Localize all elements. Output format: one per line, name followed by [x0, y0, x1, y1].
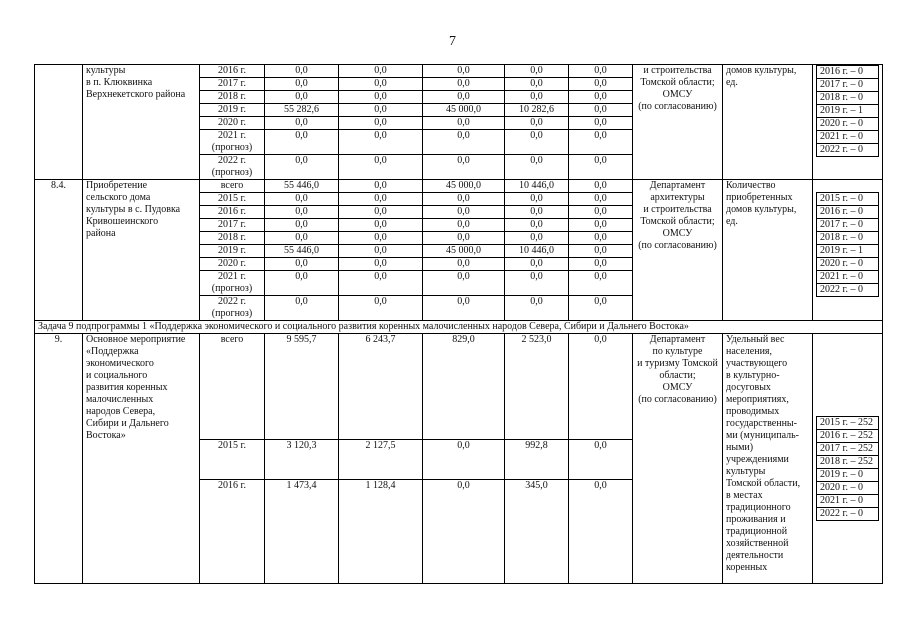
amount-cell: 10 446,0 [505, 180, 569, 193]
amount-cell: 0,0 [339, 219, 423, 232]
page-number: 7 [449, 34, 456, 49]
amount-cell: 0,0 [569, 193, 633, 206]
amount-cell: 0,0 [505, 130, 569, 155]
amount-cell: 0,0 [423, 65, 505, 78]
amount-cell: 0,0 [505, 296, 569, 321]
target-value: 2021 г. – 0 [817, 131, 879, 144]
amount-cell: 2 127,5 [339, 440, 423, 480]
amount-cell: 829,0 [423, 334, 505, 440]
target-value: 2017 г. – 252 [817, 443, 879, 456]
target-value: 2020 г. – 0 [817, 258, 879, 271]
target-value: 2019 г. – 1 [817, 245, 879, 258]
period-cell: 2017 г. [200, 219, 265, 232]
period-cell: 2021 г. (прогноз) [200, 130, 265, 155]
amount-cell: 0,0 [265, 232, 339, 245]
amount-cell: 3 120,3 [265, 440, 339, 480]
amount-cell: 0,0 [339, 258, 423, 271]
indicator-cell: Удельный вес населения, участвующего в культурно- досуговых мероприятиях, проводимых государственны- ми (муниципаль- ными) учреждениями культуры Томской области, в местах традиционного проживания и традиционной хозяйственной деятельности коренных [723, 334, 813, 584]
amount-cell: 0,0 [423, 193, 505, 206]
amount-cell: 0,0 [265, 219, 339, 232]
period-cell: 2016 г. [200, 206, 265, 219]
amount-cell: 0,0 [339, 155, 423, 180]
executor-cell: Департамент архитектуры и строительства Томской области; ОМСУ (по согласованию) [633, 180, 723, 321]
amount-cell: 0,0 [339, 78, 423, 91]
amount-cell: 0,0 [505, 232, 569, 245]
executor-cell: Департамент по культуре и туризму Томской области; ОМСУ (по согласованию) [633, 334, 723, 584]
table-row [35, 334, 883, 440]
amount-cell: 0,0 [265, 65, 339, 78]
amount-cell: 0,0 [339, 104, 423, 117]
measure-name: Основное мероприятие «Поддержка экономического и социального развития коренных малочисленных народов Севера, Сибири и Дальнего Востока» [83, 334, 200, 584]
amount-cell: 0,0 [339, 117, 423, 130]
amount-cell: 0,0 [423, 440, 505, 480]
amount-cell: 0,0 [569, 78, 633, 91]
target-value: 2017 г. – 0 [817, 79, 879, 92]
amount-cell: 0,0 [569, 104, 633, 117]
amount-cell: 0,0 [505, 206, 569, 219]
period-cell: 2022 г. (прогноз) [200, 296, 265, 321]
amount-cell: 0,0 [339, 206, 423, 219]
amount-cell: 1 473,4 [265, 480, 339, 584]
table-row [35, 180, 883, 193]
amount-cell: 0,0 [339, 91, 423, 104]
amount-cell: 45 000,0 [423, 180, 505, 193]
amount-cell: 0,0 [569, 440, 633, 480]
amount-cell: 0,0 [569, 271, 633, 296]
amount-cell: 0,0 [569, 245, 633, 258]
target-value: 2020 г. – 0 [817, 482, 879, 495]
amount-cell: 0,0 [569, 296, 633, 321]
target-values-cell [813, 180, 883, 321]
amount-cell: 10 282,6 [505, 104, 569, 117]
amount-cell: 0,0 [339, 193, 423, 206]
target-value: 2018 г. – 0 [817, 92, 879, 105]
task-heading: Задача 9 подпрограммы 1 «Поддержка экономического и социального развития коренных малочисленных народов Севера, Сибири и Дальнего Востока» [35, 321, 883, 334]
target-value: 2022 г. – 0 [817, 144, 879, 157]
target-value: 2019 г. – 0 [817, 469, 879, 482]
amount-cell: 0,0 [265, 78, 339, 91]
target-value: 2015 г. – 0 [817, 193, 879, 206]
amount-cell: 0,0 [339, 130, 423, 155]
amount-cell: 0,0 [423, 480, 505, 584]
target-value: 2022 г. – 0 [817, 508, 879, 521]
row-number: 8.4. [35, 180, 83, 321]
indicator-cell: Количество приобретенных домов культуры, ед. [723, 180, 813, 321]
target-value: 2021 г. – 0 [817, 495, 879, 508]
period-cell: 2015 г. [200, 440, 265, 480]
row-number [35, 65, 83, 180]
target-value: 2016 г. – 0 [817, 66, 879, 79]
target-value: 2021 г. – 0 [817, 271, 879, 284]
amount-cell: 0,0 [265, 296, 339, 321]
amount-cell: 0,0 [423, 78, 505, 91]
program-table [34, 64, 883, 584]
target-values-cell [813, 334, 883, 584]
amount-cell: 0,0 [265, 117, 339, 130]
amount-cell: 0,0 [569, 117, 633, 130]
target-value: 2018 г. – 252 [817, 456, 879, 469]
amount-cell: 0,0 [569, 155, 633, 180]
amount-cell: 1 128,4 [339, 480, 423, 584]
executor-cell: и строительства Томской области; ОМСУ (по согласованию) [633, 65, 723, 180]
amount-cell: 0,0 [423, 91, 505, 104]
amount-cell: 0,0 [423, 206, 505, 219]
row-number: 9. [35, 334, 83, 584]
amount-cell: 0,0 [505, 271, 569, 296]
amount-cell: 0,0 [265, 193, 339, 206]
amount-cell: 992,8 [505, 440, 569, 480]
period-cell: всего [200, 180, 265, 193]
amount-cell: 0,0 [569, 91, 633, 104]
amount-cell: 0,0 [265, 91, 339, 104]
amount-cell: 0,0 [423, 296, 505, 321]
target-value: 2016 г. – 252 [817, 430, 879, 443]
amount-cell: 0,0 [265, 258, 339, 271]
amount-cell: 0,0 [505, 117, 569, 130]
amount-cell: 0,0 [569, 219, 633, 232]
target-value: 2020 г. – 0 [817, 118, 879, 131]
amount-cell: 345,0 [505, 480, 569, 584]
period-cell: 2022 г. (прогноз) [200, 155, 265, 180]
period-cell: 2016 г. [200, 65, 265, 78]
period-cell: 2017 г. [200, 78, 265, 91]
target-value: 2019 г. – 1 [817, 105, 879, 118]
amount-cell: 0,0 [505, 155, 569, 180]
period-cell: 2016 г. [200, 480, 265, 584]
period-cell: 2019 г. [200, 104, 265, 117]
amount-cell: 0,0 [569, 206, 633, 219]
measure-name: Приобретение сельского дома культуры в с. Пудовка Кривошеинского района [83, 180, 200, 321]
period-cell: всего [200, 334, 265, 440]
target-value: 2018 г. – 0 [817, 232, 879, 245]
target-value: 2022 г. – 0 [817, 284, 879, 297]
amount-cell: 0,0 [569, 130, 633, 155]
amount-cell: 0,0 [265, 155, 339, 180]
amount-cell: 0,0 [339, 271, 423, 296]
amount-cell: 0,0 [569, 180, 633, 193]
amount-cell: 45 000,0 [423, 245, 505, 258]
period-cell: 2018 г. [200, 91, 265, 104]
amount-cell: 45 000,0 [423, 104, 505, 117]
table-row [35, 65, 883, 78]
amount-cell: 0,0 [339, 65, 423, 78]
amount-cell: 0,0 [569, 65, 633, 78]
amount-cell: 0,0 [265, 271, 339, 296]
amount-cell: 0,0 [505, 193, 569, 206]
amount-cell: 9 595,7 [265, 334, 339, 440]
measure-name: культуры в п. Клюквинка Верхнекетского района [83, 65, 200, 180]
amount-cell: 0,0 [569, 232, 633, 245]
target-values-cell [813, 65, 883, 180]
amount-cell: 0,0 [423, 219, 505, 232]
amount-cell: 6 243,7 [339, 334, 423, 440]
period-cell: 2015 г. [200, 193, 265, 206]
amount-cell: 0,0 [423, 232, 505, 245]
amount-cell: 0,0 [505, 78, 569, 91]
amount-cell: 0,0 [423, 117, 505, 130]
amount-cell: 0,0 [339, 180, 423, 193]
target-value: 2015 г. – 252 [817, 417, 879, 430]
period-cell: 2020 г. [200, 117, 265, 130]
amount-cell: 55 446,0 [265, 180, 339, 193]
amount-cell: 0,0 [423, 258, 505, 271]
period-cell: 2018 г. [200, 232, 265, 245]
amount-cell: 0,0 [265, 130, 339, 155]
amount-cell: 55 446,0 [265, 245, 339, 258]
amount-cell: 10 446,0 [505, 245, 569, 258]
amount-cell: 0,0 [339, 232, 423, 245]
amount-cell: 0,0 [505, 258, 569, 271]
amount-cell: 0,0 [339, 296, 423, 321]
target-values-list [816, 65, 879, 157]
amount-cell: 0,0 [265, 206, 339, 219]
indicator-cell: домов культуры, ед. [723, 65, 813, 180]
amount-cell: 0,0 [505, 65, 569, 78]
target-value: 2016 г. – 0 [817, 206, 879, 219]
target-values-list [816, 192, 879, 297]
amount-cell: 55 282,6 [265, 104, 339, 117]
amount-cell: 0,0 [423, 130, 505, 155]
amount-cell: 0,0 [505, 219, 569, 232]
amount-cell: 2 523,0 [505, 334, 569, 440]
amount-cell: 0,0 [569, 334, 633, 440]
period-cell: 2020 г. [200, 258, 265, 271]
period-cell: 2021 г. (прогноз) [200, 271, 265, 296]
amount-cell: 0,0 [423, 155, 505, 180]
amount-cell: 0,0 [505, 91, 569, 104]
amount-cell: 0,0 [569, 480, 633, 584]
amount-cell: 0,0 [423, 271, 505, 296]
target-values-list [816, 416, 879, 521]
amount-cell: 0,0 [339, 245, 423, 258]
period-cell: 2019 г. [200, 245, 265, 258]
amount-cell: 0,0 [569, 258, 633, 271]
target-value: 2017 г. – 0 [817, 219, 879, 232]
